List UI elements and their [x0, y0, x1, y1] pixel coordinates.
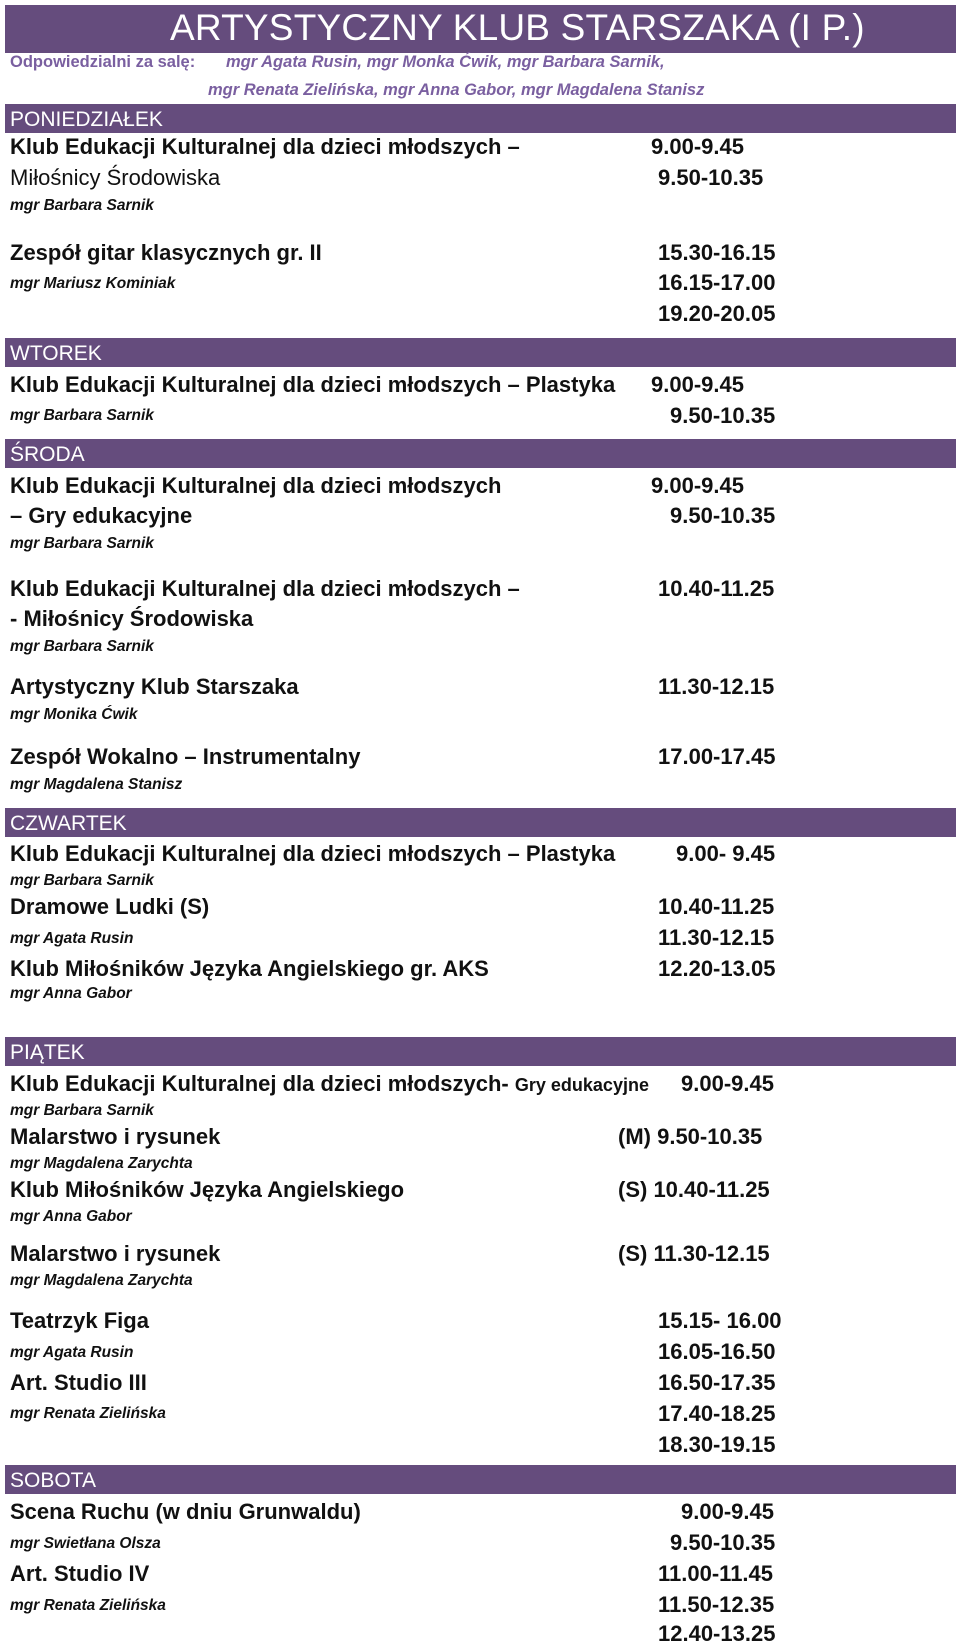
time-slot: 11.30-12.15 — [658, 925, 775, 950]
teacher-name: mgr Magdalena Stanisz — [10, 776, 183, 793]
class-name: Dramowe Ludki (S) — [10, 894, 210, 919]
time-slot: 9.50-10.35 — [670, 1530, 776, 1555]
teacher-name: mgr Barbara Sarnik — [10, 407, 154, 424]
time-slot: 9.00-9.45 — [651, 372, 744, 397]
time-slot: 16.05-16.50 — [658, 1339, 776, 1364]
class-name: Zespół gitar klasycznych gr. II — [10, 240, 322, 265]
class-name: Klub Miłośników Języka Angielskiego gr. AKS — [10, 956, 489, 981]
class-subtitle: Miłośnicy Środowiska — [10, 165, 221, 190]
time-slot: 9.00-9.45 — [681, 1071, 774, 1096]
class-subtitle: - Miłośnicy Środowiska — [10, 606, 254, 631]
time-slot: 9.00-9.45 — [651, 473, 744, 498]
day-header-saturday — [5, 1465, 956, 1494]
time-slot: 12.40-13.25 — [658, 1621, 776, 1646]
teacher-name: mgr Magdalena Zarychta — [10, 1272, 193, 1289]
class-name: Artystyczny Klub Starszaka — [10, 674, 299, 699]
day-label: PIĄTEK — [10, 1041, 85, 1064]
teacher-name: mgr Renata Zielińska — [10, 1597, 166, 1614]
class-subtitle: – Gry edukacyjne — [10, 503, 193, 528]
day-label: WTOREK — [10, 342, 102, 365]
responsible-names-1: mgr Agata Rusin, mgr Monka Ćwik, mgr Barbara Sarnik, — [226, 53, 665, 71]
time-slot: 15.15- 16.00 — [658, 1308, 782, 1333]
day-label: ŚRODA — [10, 443, 85, 466]
class-name: Art. Studio IV — [10, 1561, 150, 1586]
day-label: CZWARTEK — [10, 812, 127, 835]
teacher-name: mgr Barbara Sarnik — [10, 535, 154, 552]
teacher-name: mgr Agata Rusin — [10, 1344, 134, 1361]
teacher-name: mgr Agata Rusin — [10, 930, 134, 947]
time-slot: 9.50-10.35 — [670, 403, 776, 428]
time-slot: 17.40-18.25 — [658, 1401, 776, 1426]
teacher-name: mgr Barbara Sarnik — [10, 197, 154, 214]
teacher-name: mgr Barbara Sarnik — [10, 872, 154, 889]
time-slot: (S) 10.40-11.25 — [618, 1177, 770, 1202]
teacher-name: mgr Barbara Sarnik — [10, 1102, 154, 1119]
class-name: Klub Edukacji Kulturalnej dla dzieci młodszych – Plastyka — [10, 372, 616, 397]
teacher-name: mgr Renata Zielińska — [10, 1405, 166, 1422]
class-name: Klub Miłośników Języka Angielskiego — [10, 1177, 405, 1202]
class-name: Klub Edukacji Kulturalnej dla dzieci młodszych – — [10, 576, 520, 601]
day-header-wednesday — [5, 439, 956, 468]
time-slot: 11.00-11.45 — [658, 1561, 774, 1586]
responsible-line-2 — [208, 81, 704, 100]
time-slot: 16.15-17.00 — [658, 270, 776, 295]
day-header-friday — [5, 1037, 956, 1066]
class-name: Zespół Wokalno – Instrumentalny — [10, 744, 361, 769]
time-slot: 9.00-9.45 — [651, 134, 744, 159]
class-name: Art. Studio III — [10, 1370, 147, 1395]
time-slot: 9.50-10.35 — [658, 165, 764, 190]
time-slot: 18.30-19.15 — [658, 1432, 776, 1457]
teacher-name: mgr Mariusz Kominiak — [10, 275, 176, 292]
time-slot: 10.40-11.25 — [658, 576, 775, 601]
title-bar — [5, 5, 956, 53]
time-slot: 9.50-10.35 — [670, 503, 776, 528]
day-header-tuesday — [5, 338, 956, 367]
time-slot: 11.50-12.35 — [658, 1592, 775, 1617]
day-header-thursday — [5, 808, 956, 837]
day-label: PONIEDZIAŁEK — [10, 108, 163, 131]
time-slot: 11.30-12.15 — [658, 674, 775, 699]
time-slot: 15.30-16.15 — [658, 240, 776, 265]
class-name: Klub Edukacji Kulturalnej dla dzieci młodszych — [10, 473, 502, 498]
class-name: Teatrzyk Figa — [10, 1308, 149, 1333]
class-subtitle: Gry edukacyjne — [514, 1075, 649, 1095]
teacher-name: mgr Monika Ćwik — [10, 706, 138, 723]
time-slot: (M) 9.50-10.35 — [618, 1124, 763, 1149]
class-name: Malarstwo i rysunek — [10, 1124, 221, 1149]
class-name: Malarstwo i rysunek — [10, 1241, 221, 1266]
time-slot: 9.00-9.45 — [681, 1499, 774, 1524]
responsible-label: Odpowiedzialni za salę: — [10, 53, 196, 71]
time-slot: 19.20-20.05 — [658, 301, 776, 326]
teacher-name: mgr Anna Gabor — [10, 1208, 132, 1225]
time-slot: 12.20-13.05 — [658, 956, 776, 981]
teacher-name: mgr Anna Gabor — [10, 985, 132, 1002]
teacher-name: mgr Barbara Sarnik — [10, 638, 154, 655]
time-slot: 10.40-11.25 — [658, 894, 775, 919]
class-name: Scena Ruchu (w dniu Grunwaldu) — [10, 1499, 361, 1524]
class-name: Klub Edukacji Kulturalnej dla dzieci młodszych – — [10, 134, 520, 159]
teacher-name: mgr Magdalena Zarychta — [10, 1155, 193, 1172]
time-slot: 9.00- 9.45 — [676, 841, 776, 866]
responsible-line-1 — [226, 53, 665, 72]
time-slot: 16.50-17.35 — [658, 1370, 776, 1395]
time-slot: 17.00-17.45 — [658, 744, 776, 769]
time-slot: (S) 11.30-12.15 — [618, 1241, 770, 1266]
class-name-main: Klub Edukacji Kulturalnej dla dzieci młodszych- — [10, 1071, 509, 1096]
class-name: Klub Edukacji Kulturalnej dla dzieci młodszych – Plastyka — [10, 841, 616, 866]
page-title: ARTYSTYCZNY KLUB STARSZAKA (I P.) — [170, 7, 865, 48]
day-label: SOBOTA — [10, 1469, 96, 1492]
day-header-monday — [5, 104, 956, 133]
class-name — [10, 1071, 649, 1097]
responsible-names-2: mgr Renata Zielińska, mgr Anna Gabor, mgr Magdalena Stanisz — [208, 81, 705, 99]
teacher-name: mgr Swietłana Olsza — [10, 1535, 161, 1552]
